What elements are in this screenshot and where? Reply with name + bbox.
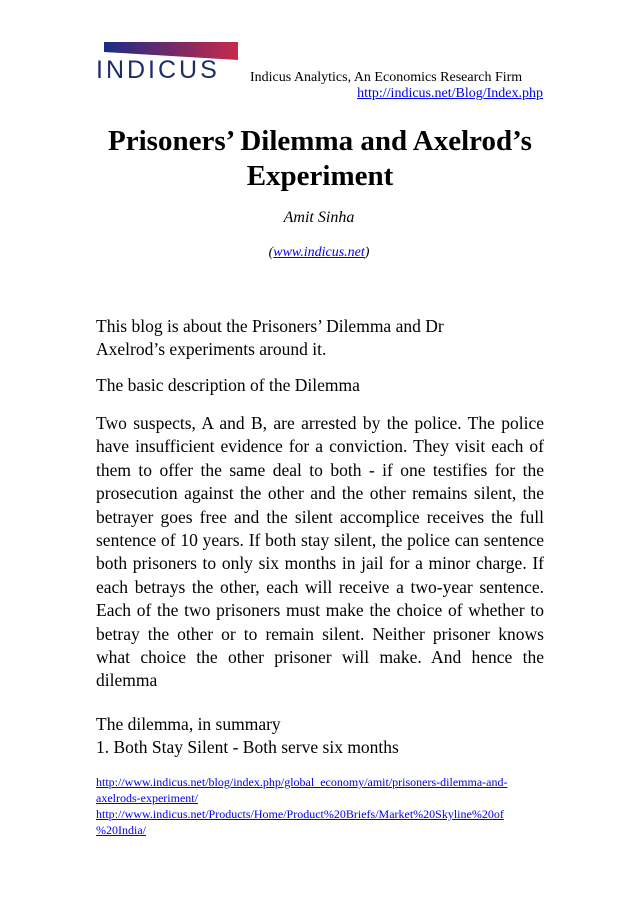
header-firm-name: Indicus Analytics, An Economics Research Firm (250, 70, 523, 85)
footer-link-1-line-1[interactable]: http://www.indicus.net/blog/index.php/global_economy/amit/prisoners-dilemma-and- (96, 775, 508, 789)
footer-links (96, 774, 544, 838)
summary-heading: The dilemma, in summary (96, 714, 281, 734)
header-blog-link[interactable]: http://indicus.net/Blog/Index.php (357, 86, 543, 101)
author-name: Amit Sinha (283, 209, 355, 226)
section-heading: The basic description of the Dilemma (96, 375, 360, 395)
intro-line-2: Axelrod’s experiments around it. (96, 339, 327, 360)
intro-paragraph (96, 315, 544, 362)
site-paren-close: ) (364, 245, 370, 260)
intro-line-1: This blog is about the Prisoners’ Dilemma and Dr (96, 316, 444, 336)
site-paren-open: ( (268, 245, 274, 260)
summary-item-1: 1. Both Stay Silent - Both serve six months (96, 737, 399, 758)
dilemma-description: Two suspects, A and B, are arrested by the police. The police have insufficient evidence for a conviction. They visit each of them to offer the same deal to both - if one testifies for the prosecution against the other and the other remains silent, the betrayer goes free and the silent accomplice receives the full sentence of 10 years. If both stay silent, the police can sentence both prisoners to only six months in jail for a minor charge. If each betrays the other, each will receive a two-year sentence. Each of the two prisoners must make the choice of whether to betray the other or to remain silent. Neither prisoner knows what choice the other prisoner will make. And hence the dilemma (96, 413, 544, 691)
author-site (0, 245, 638, 261)
title-line-2: Experiment (246, 160, 394, 192)
site-link[interactable]: www.indicus.net (273, 245, 365, 260)
summary-block (96, 713, 544, 760)
indicus-logo (96, 40, 238, 82)
footer-link-1-line-2[interactable]: axelrods-experiment/ (96, 791, 198, 805)
page-title (60, 124, 580, 194)
footer-link-2-line-1[interactable]: http://www.indicus.net/Products/Home/Product%20Briefs/Market%20Skyline%20of (96, 807, 504, 821)
logo-text: INDICUS (96, 56, 220, 82)
title-line-1: Prisoners’ Dilemma and Axelrod’s (108, 125, 532, 157)
footer-link-2-line-2[interactable]: %20India/ (96, 823, 146, 837)
